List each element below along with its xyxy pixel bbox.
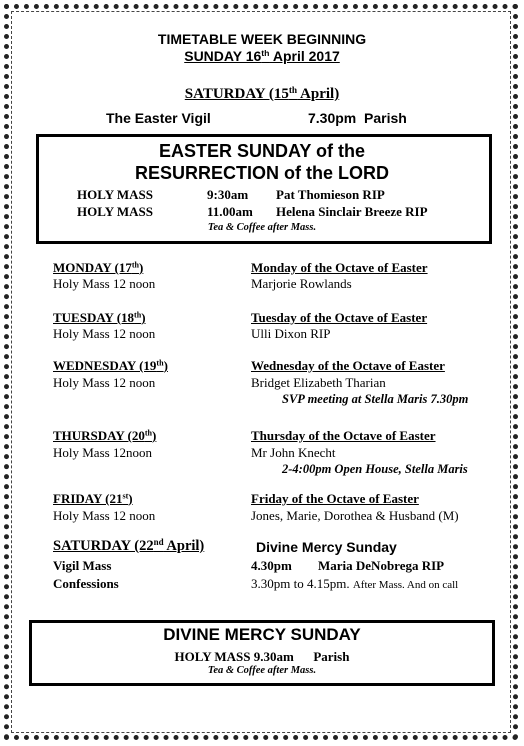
confessions-times bbox=[251, 576, 458, 592]
divine-mercy-mass-time: HOLY MASS 9.30am bbox=[174, 649, 294, 664]
day-heading-close: ) bbox=[163, 358, 168, 373]
day-heading-sup: th bbox=[144, 428, 153, 438]
day-service: Holy Mass 12 noon bbox=[53, 508, 156, 523]
confessions-label: Confessions bbox=[53, 576, 119, 591]
day-note: SVP meeting at Stella Maris 7.30pm bbox=[282, 392, 469, 406]
day-feast: Friday of the Octave of Easter bbox=[251, 491, 419, 506]
confessions-time: 3.30pm to 4.15pm. bbox=[251, 576, 350, 591]
saturday-vigil-heading bbox=[0, 86, 524, 103]
saturday22-heading bbox=[53, 538, 204, 555]
easter-mass2-label: HOLY MASS bbox=[77, 204, 153, 219]
day-service: Holy Mass 12 noon bbox=[53, 326, 156, 341]
day-heading bbox=[53, 358, 168, 374]
divine-mercy-note: Tea & Coffee after Mass. bbox=[207, 665, 317, 676]
divine-mercy-intention: Parish bbox=[313, 649, 350, 664]
easter-mass2-intention: Helena Sinclair Breeze RIP bbox=[276, 204, 428, 219]
day-heading-close: ) bbox=[141, 310, 146, 325]
day-heading-text: FRIDAY (21 bbox=[53, 491, 123, 506]
day-heading-sup: th bbox=[134, 310, 142, 320]
easter-vigil-event: The Easter Vigil bbox=[106, 110, 211, 126]
easter-vigil-time bbox=[308, 110, 407, 126]
vigil-intention: Parish bbox=[364, 110, 407, 126]
header-date-post: April 2017 bbox=[269, 48, 340, 64]
day-heading bbox=[53, 491, 133, 507]
day-heading-sup: th bbox=[156, 358, 164, 368]
day-heading-text: TUESDAY (18 bbox=[53, 310, 135, 325]
day-heading-close: ) bbox=[128, 491, 133, 506]
divine-mercy-title: DIVINE MERCY SUNDAY bbox=[163, 625, 361, 644]
day-feast: Tuesday of the Octave of Easter bbox=[251, 310, 428, 325]
day-heading-close: ) bbox=[139, 260, 144, 275]
confessions-note: After Mass. And on call bbox=[352, 579, 459, 591]
day-service: Holy Mass 12 noon bbox=[53, 375, 156, 390]
header-line1: TIMETABLE WEEK BEGINNING bbox=[157, 31, 367, 47]
header-date-sup: th bbox=[261, 48, 270, 59]
easter-sunday-title1: EASTER SUNDAY of the bbox=[158, 141, 366, 161]
vigil-mass-label: Vigil Mass bbox=[53, 558, 112, 573]
day-heading bbox=[53, 428, 156, 444]
day-service: Holy Mass 12 noon bbox=[53, 276, 156, 291]
day-intention: Marjorie Rowlands bbox=[251, 276, 352, 291]
easter-sunday-title2: RESURRECTION of the LORD bbox=[135, 163, 389, 183]
day-service: Holy Mass 12noon bbox=[53, 445, 152, 460]
easter-sunday-note: Tea & Coffee after Mass. bbox=[207, 222, 317, 233]
sat22-heading-sup: nd bbox=[153, 537, 164, 548]
day-intention: Mr John Knecht bbox=[251, 445, 336, 460]
easter-mass1-label: HOLY MASS bbox=[77, 187, 153, 202]
day-heading bbox=[53, 310, 146, 326]
sat22-heading-pre: SATURDAY (22 bbox=[53, 538, 154, 554]
sat-heading-post: April) bbox=[297, 86, 340, 102]
sat22-heading-post: April) bbox=[163, 538, 205, 554]
saturday22-feast: Divine Mercy Sunday bbox=[256, 539, 397, 555]
day-heading bbox=[53, 260, 143, 276]
day-feast: Monday of the Octave of Easter bbox=[251, 260, 428, 275]
day-heading-text: MONDAY (17 bbox=[53, 260, 132, 275]
day-note: 2-4:00pm Open House, Stella Maris bbox=[282, 462, 468, 476]
vigil-mass-intention: Maria DeNobrega RIP bbox=[318, 558, 445, 573]
header-title bbox=[0, 31, 524, 47]
easter-mass1-time: 9:30am bbox=[207, 187, 249, 202]
day-feast: Wednesday of the Octave of Easter bbox=[251, 358, 445, 373]
vigil-mass-time: 4.30pm bbox=[251, 558, 292, 573]
day-intention: Jones, Marie, Dorothea & Husband (M) bbox=[251, 508, 459, 523]
vigil-time: 7.30pm bbox=[308, 110, 357, 126]
day-intention: Ulli Dixon RIP bbox=[251, 326, 331, 341]
header-date-main: SUNDAY 16 bbox=[184, 48, 262, 64]
day-heading-sup: th bbox=[131, 260, 139, 270]
easter-mass1-intention: Pat Thomieson RIP bbox=[276, 187, 385, 202]
day-heading-sup: st bbox=[122, 491, 129, 501]
sat-heading-pre: SATURDAY (15 bbox=[184, 86, 289, 102]
sat-heading-sup: th bbox=[288, 85, 298, 96]
divine-mercy-mass bbox=[0, 649, 524, 665]
day-feast: Thursday of the Octave of Easter bbox=[251, 428, 436, 443]
day-heading-text: THURSDAY (20 bbox=[53, 428, 145, 443]
day-heading-text: WEDNESDAY (19 bbox=[53, 358, 157, 373]
header-date bbox=[0, 48, 524, 64]
day-intention: Bridget Elizabeth Tharian bbox=[251, 375, 386, 390]
day-heading-close: ) bbox=[152, 428, 157, 443]
easter-mass2-time: 11.00am bbox=[207, 204, 253, 219]
